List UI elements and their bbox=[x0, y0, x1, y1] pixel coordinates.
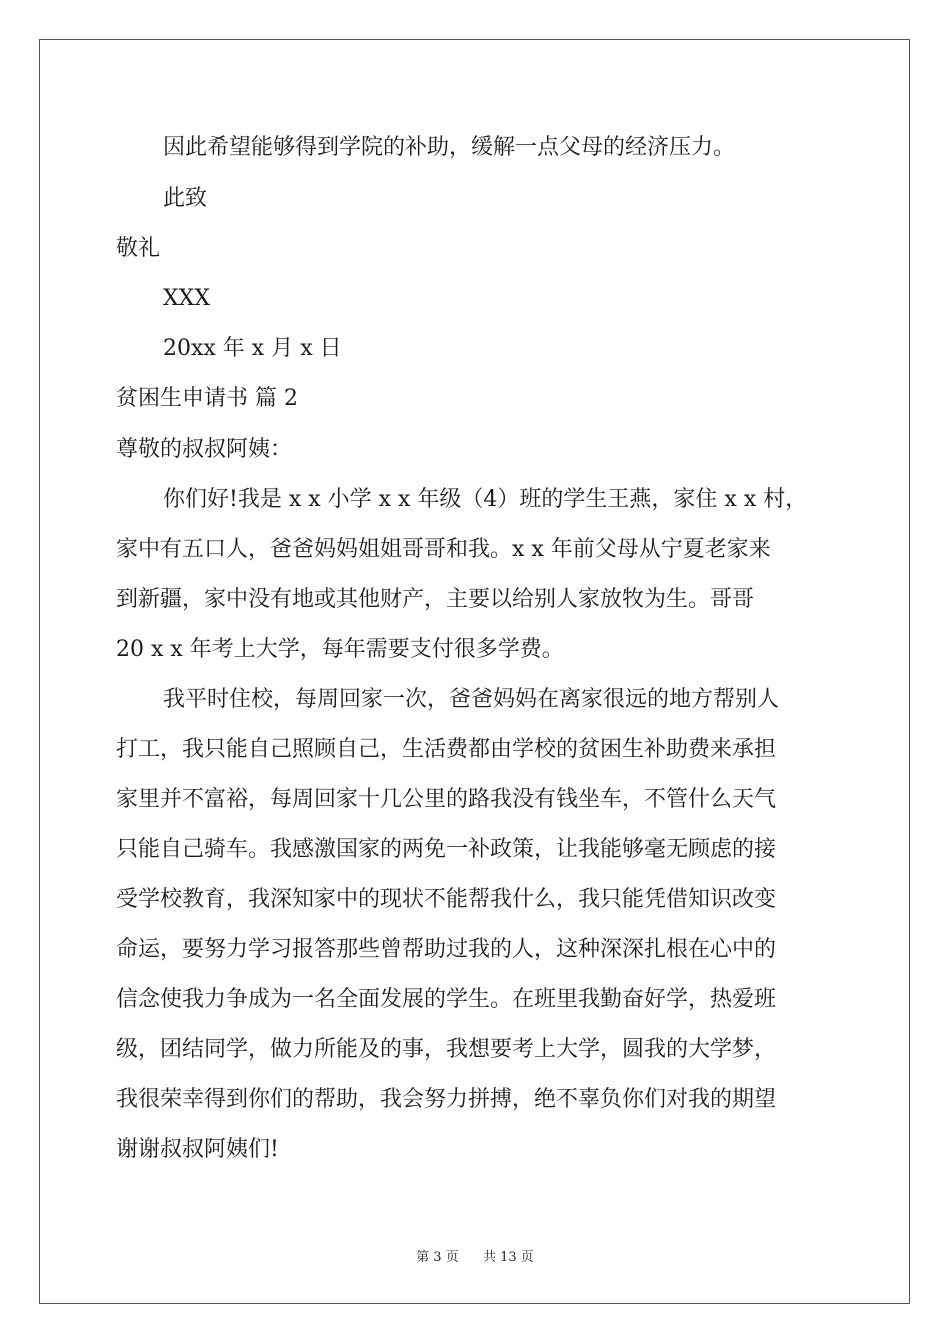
page-number: 第 3 页 bbox=[416, 1250, 459, 1265]
signature-name: XXX bbox=[163, 286, 210, 311]
paragraph-line: 受学校教育，我深知家中的现状不能帮我什么，我只能凭借知识改变 bbox=[116, 887, 777, 912]
signature-date: 20xx 年 x 月 x 日 bbox=[163, 336, 342, 361]
paragraph-line: 命运，要努力学习报答那些曾帮助过我的人，这种深深扎根在心中的 bbox=[116, 937, 777, 962]
paragraph-line: 家里并不富裕，每周回家十几公里的路我没有钱坐车，不管什么天气 bbox=[116, 787, 777, 812]
paragraph-line: 信念使我力争成为一名全面发展的学生。在班里我勤奋好学，热爱班 bbox=[116, 987, 777, 1012]
paragraph-line: 我很荣幸得到你们的帮助，我会努力拼搏，绝不辜负你们对我的期望 bbox=[116, 1087, 777, 1112]
paragraph-line: 你们好!我是 x x 小学 x x 年级（4）班的学生王燕，家住 x x 村， bbox=[163, 487, 808, 512]
paragraph-line: 到新疆，家中没有地或其他财产，主要以给别人家放牧为生。哥哥 bbox=[116, 587, 755, 612]
closing-salutation: 此致 bbox=[163, 186, 208, 211]
paragraph-line: 只能自己骑车。我感激国家的两免一补政策，让我能够毫无顾虑的接 bbox=[116, 837, 777, 862]
closing-respect: 敬礼 bbox=[116, 236, 161, 261]
paragraph-line: 我平时住校，每周回家一次，爸爸妈妈在离家很远的地方帮别人 bbox=[163, 687, 780, 712]
paragraph-line: 打工，我只能自己照顾自己，生活费都由学校的贫困生补助费来承担 bbox=[116, 737, 777, 762]
page-total: 共 13 页 bbox=[483, 1250, 534, 1265]
section-title: 贫困生申请书 篇 2 bbox=[116, 386, 298, 411]
paragraph-line: 因此希望能够得到学院的补助，缓解一点父母的经济压力。 bbox=[163, 135, 736, 160]
greeting: 尊敬的叔叔阿姨： bbox=[116, 437, 293, 462]
paragraph-line: 家中有五口人，爸爸妈妈姐姐哥哥和我。x x 年前父母从宁夏老家来 bbox=[116, 537, 771, 562]
paragraph-line: 谢谢叔叔阿姨们! bbox=[116, 1137, 279, 1162]
paragraph-line: 级，团结同学，做力所能及的事，我想要考上大学，圆我的大学梦， bbox=[116, 1037, 777, 1062]
page-footer bbox=[0, 1249, 950, 1267]
paragraph-line: 20 x x 年考上大学，每年需要支付很多学费。 bbox=[116, 637, 564, 662]
